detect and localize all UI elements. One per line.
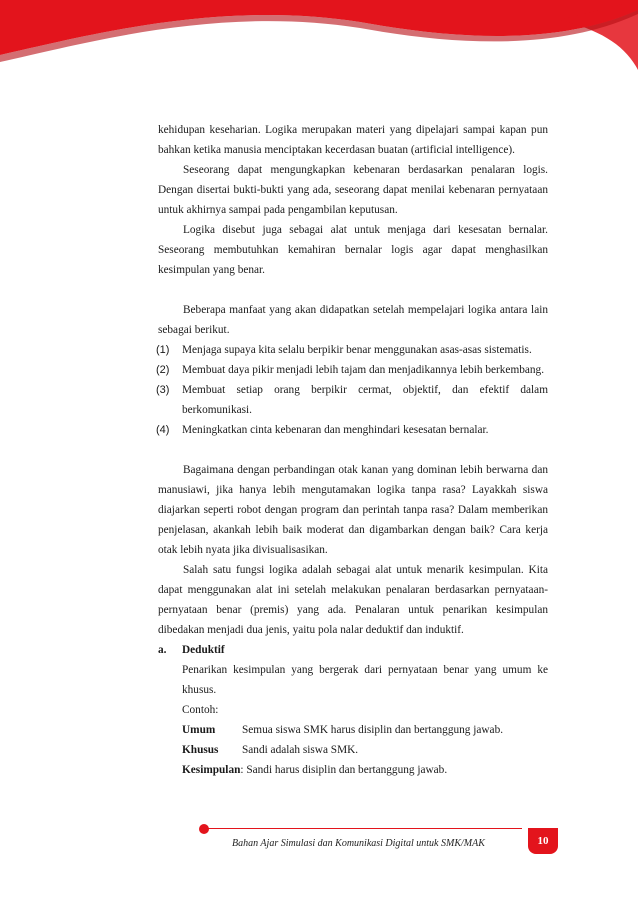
paragraph: Logika disebut juga sebagai alat untuk menjaga dari kesesatan bernalar. Seseorang membutuhkan kemahiran bernalar logis agar dapat menghasilkan kesimpulan yang benar. xyxy=(158,224,548,276)
list-number: (4) xyxy=(156,424,170,436)
paragraph: Bagaimana dengan perbandingan otak kanan yang dominan lebih berwarna dan manusiawi, jika hanya lebih mengutamakan logika tanpa rasa? Layakkah siswa diajarkan seperti robot dengan program dan perintah tanpa rasa? Dalam memberikan penjelasan, akankah lebih baik moderat dan digambarkan dengan baik? Cara kerja otak lebih nyata jika divisualisasikan. xyxy=(158,464,548,556)
section-title: Deduktif xyxy=(182,644,225,656)
list-number: (3) xyxy=(156,384,170,396)
list-text: Meningkatkan cinta kebenaran dan menghindari kesesatan bernalar. xyxy=(182,424,489,436)
section-description: Penarikan kesimpulan yang bergerak dari pernyataan benar yang umum ke khusus. xyxy=(182,664,548,696)
list-text: Membuat setiap orang berpikir cermat, objektif, dan efektif dalam berkomunikasi. xyxy=(182,384,548,416)
example-text: Semua siswa SMK harus disiplin dan bertanggung jawab. xyxy=(242,724,504,736)
example-text: Sandi adalah siswa SMK. xyxy=(242,744,359,756)
footer-rule xyxy=(204,828,522,829)
section-letter: a. xyxy=(158,644,167,656)
paragraph: kehidupan keseharian. Logika merupakan materi yang dipelajari sampai kapan pun bahkan ketika manusia menciptakan kecerdasan buatan (artificial intelligence). xyxy=(158,124,548,156)
list-text: Menjaga supaya kita selalu berpikir benar menggunakan asas-asas sistematis. xyxy=(182,344,532,356)
list-item xyxy=(158,380,548,420)
conclusion-row xyxy=(182,760,548,780)
conclusion-term: Kesimpulan xyxy=(182,764,241,776)
list-item xyxy=(158,420,548,440)
header-banner xyxy=(0,0,638,80)
list-number: (1) xyxy=(156,344,170,356)
example-term: Khusus xyxy=(182,744,219,756)
list-item xyxy=(158,340,548,360)
example-row xyxy=(182,740,548,760)
list-text: Membuat daya pikir menjadi lebih tajam dan menjadikannya lebih berkembang. xyxy=(182,364,545,376)
example-label: Contoh: xyxy=(182,704,219,716)
paragraph: Salah satu fungsi logika adalah sebagai alat untuk menarik kesimpulan. Kita dapat menggunakan alat ini setelah melakukan penalaran berdasarkan pernyataan-pernyataan benar (premis) yang ada. Penalaran untuk penarikan kesimpulan dibedakan menjadi dua jenis, yaitu pola nalar deduktif dan induktif. xyxy=(158,564,548,636)
paragraph: Seseorang dapat mengungkapkan kebenaran berdasarkan penalaran logis. Dengan disertai bukti-bukti yang ada, seseorang dapat menilai kebenaran pernyataan untuk akhirnya sampai pada pengambilan keputusan. xyxy=(158,164,548,216)
section-body xyxy=(158,660,548,780)
page-content xyxy=(158,120,548,780)
section-heading xyxy=(158,640,548,660)
benefits-intro: Beberapa manfaat yang akan didapatkan setelah mempelajari logika antara lain sebagai berikut. xyxy=(158,304,548,336)
page-number: 10 xyxy=(528,828,558,854)
footer-title: Bahan Ajar Simulasi dan Komunikasi Digital untuk SMK/MAK xyxy=(232,838,485,849)
example-row xyxy=(182,720,548,740)
list-number: (2) xyxy=(156,364,170,376)
conclusion-text: : Sandi harus disiplin dan bertanggung jawab. xyxy=(240,764,448,776)
example-term: Umum xyxy=(182,724,216,736)
list-item xyxy=(158,360,548,380)
